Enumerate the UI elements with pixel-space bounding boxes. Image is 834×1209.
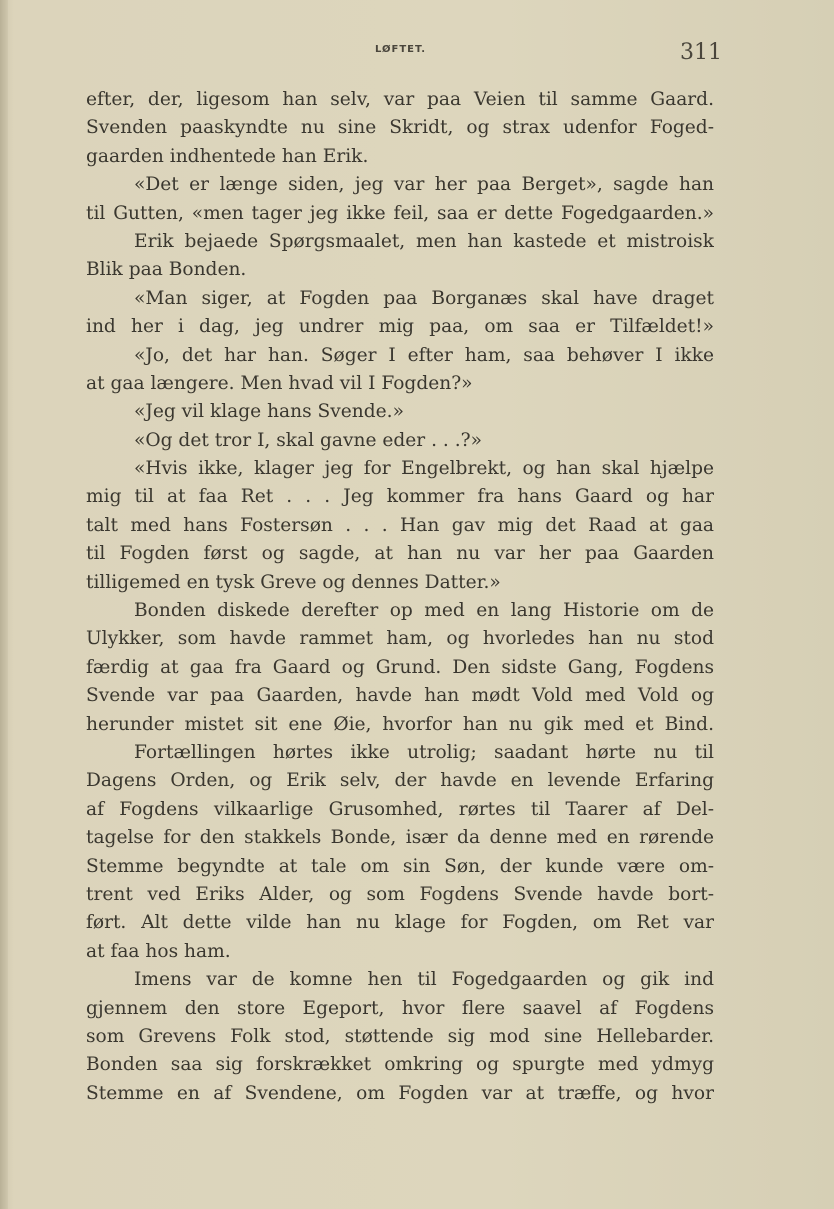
- text-line: Erik bejaede Spørgsmaalet, men han kastede et mistroisk: [134, 230, 714, 252]
- text-line: «Og det tror I, skal gavne eder . . .?»: [134, 429, 482, 451]
- text-line: Blik paa Bonden.: [86, 259, 247, 281]
- text-line: talt med hans Fostersøn . . . Han gav mig det Raad at gaa: [86, 514, 714, 536]
- text-line: «Man siger, at Fogden paa Borganæs skal have draget: [134, 287, 714, 309]
- text-line: «Det er længe siden, jeg var her paa Berget», sagde han: [134, 174, 714, 196]
- running-title: LØFTET.: [375, 44, 427, 55]
- text-line: efter, der, ligesom han selv, var paa Veien til samme Gaard.: [86, 89, 714, 110]
- page-number: 311: [680, 40, 722, 65]
- text-line: til Fogden først og sagde, at han nu var her paa Gaarden: [86, 543, 714, 565]
- text-line: «Hvis ikke, klager jeg for Engelbrekt, og han skal hjælpe: [134, 458, 714, 480]
- text-line: Bonden saa sig forskrækket omkring og spurgte med ydmyg: [86, 1054, 714, 1076]
- binding-edge: [0, 0, 8, 1209]
- text-line: som Grevens Folk stod, støttende sig mod sine Hellebarder.: [86, 1025, 714, 1047]
- text-line: at gaa længere. Men hvad vil I Fogden?»: [86, 372, 473, 394]
- text-line: «Jo, det har han. Søger I efter ham, saa behøver I ikke: [134, 344, 714, 366]
- text-line: Bonden diskede derefter op med en lang Historie om de: [134, 600, 714, 622]
- text-line: Fortællingen hørtes ikke utrolig; saadant hørte nu til: [134, 741, 714, 763]
- text-line: «Jeg vil klage hans Svende.»: [134, 401, 404, 423]
- text-line: Dagens Orden, og Erik selv, der havde en levende Erfaring: [86, 770, 714, 792]
- text-line: ført. Alt dette vilde han nu klage for Fogden, om Ret var: [86, 912, 714, 934]
- text-line: at faa hos ham.: [86, 940, 231, 962]
- text-line: Stemme begyndte at tale om sin Søn, der kunde være om-: [86, 855, 714, 877]
- text-line: Svende var paa Gaarden, havde han mødt Vold med Vold og: [86, 685, 714, 707]
- text-line: tilligemed en tysk Greve og dennes Datter.»: [86, 571, 501, 593]
- text-line: herunder mistet sit ene Øie, hvorfor han nu gik med et Bind.: [86, 713, 714, 735]
- text-line: til Gutten, «men tager jeg ikke feil, saa er dette Fogedgaarden.»: [86, 202, 714, 224]
- text-line: Svenden paaskyndte nu sine Skridt, og strax udenfor Foged-: [86, 117, 714, 139]
- text-line: Imens var de komne hen til Fogedgaarden og gik ind: [134, 969, 714, 991]
- text-line: gjennem den store Egeport, hvor flere saavel af Fogdens: [86, 997, 714, 1019]
- text-line: ind her i dag, jeg undrer mig paa, om saa er Tilfældet!»: [86, 316, 714, 338]
- body-text: [86, 86, 714, 1108]
- text-line: tagelse for den stakkels Bonde, især da denne med en rørende: [86, 827, 714, 849]
- text-line: trent ved Eriks Alder, og som Fogdens Svende havde bort-: [86, 883, 714, 905]
- text-line: færdig at gaa fra Gaard og Grund. Den sidste Gang, Fogdens: [86, 656, 714, 678]
- text-line: mig til at faa Ret . . . Jeg kommer fra hans Gaard og har: [86, 486, 714, 508]
- text-line: Ulykker, som havde rammet ham, og hvorledes han nu stod: [86, 628, 714, 650]
- text-line: Stemme en af Svendene, om Fogden var at træffe, og hvor: [86, 1082, 714, 1104]
- text-line: gaarden indhentede han Erik.: [86, 145, 369, 167]
- text-line: af Fogdens vilkaarlige Grusomhed, rørtes til Taarer af Del-: [86, 798, 714, 820]
